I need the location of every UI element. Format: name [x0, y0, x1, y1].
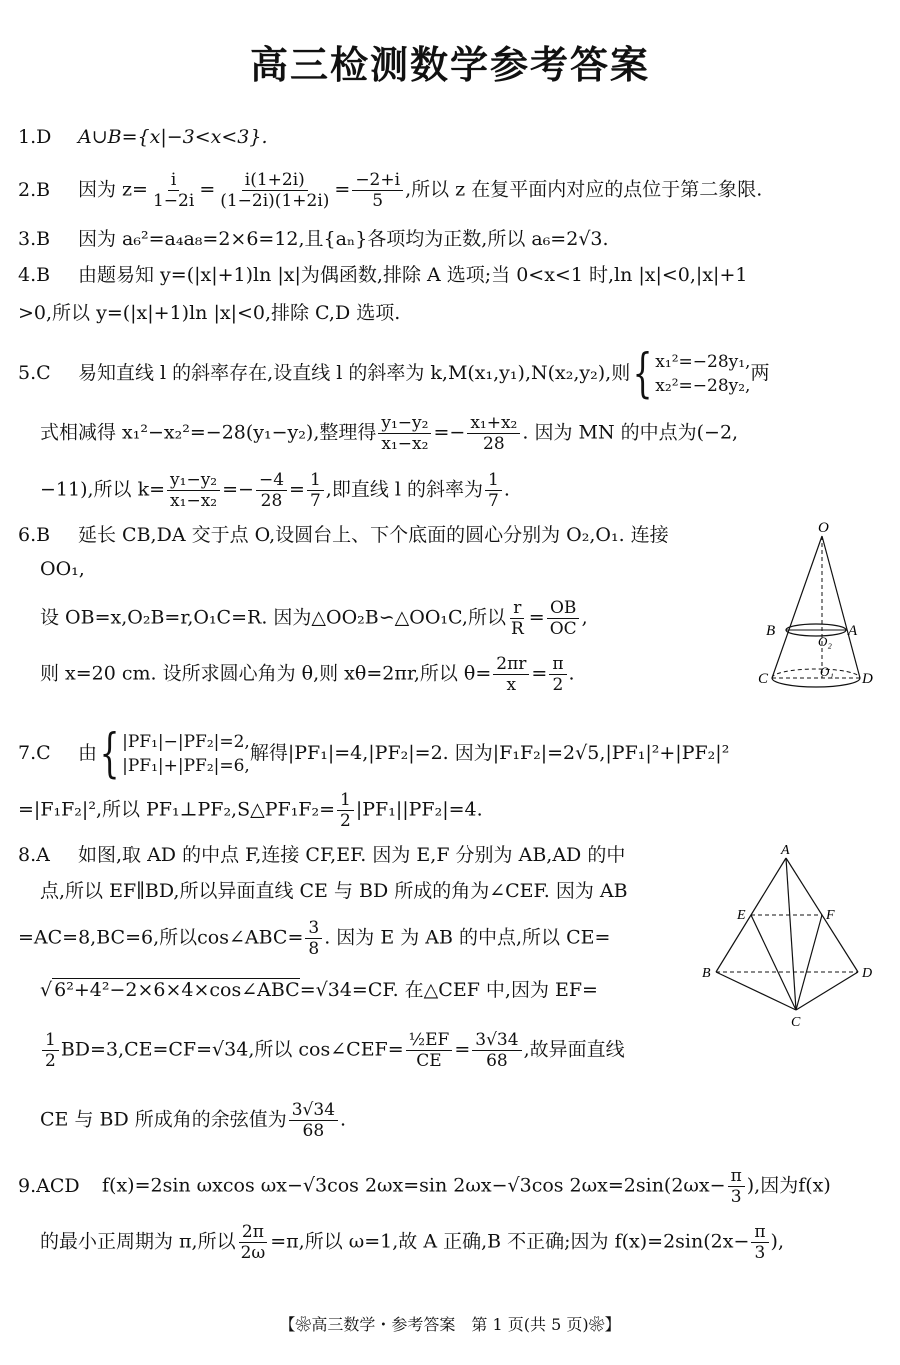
label-E: E [737, 908, 746, 923]
label-A: A [781, 843, 790, 858]
cone-frustum-figure [750, 518, 880, 694]
answer-2: 2.B 因为 z= $\frac{i}{1-2i}$ = $\frac{i(1+2i)}{(1-2i)(1+2i)}$ = $\frac{-2+i}{5}$ ,所以 z 在复平面内对应的点位于第二象限. [18, 170, 763, 211]
answer-9: 9.ACD f(x)=2sin ωxcos ωx−√3cos 2ωx=sin 2ωx−√3cos 2ωx=2sin(2ωx− $\frac{\pi}{3}$ ),因为f(x) [18, 1166, 831, 1207]
answer-6-line-4: 则 x=20 cm. 设所求圆心角为 θ,则 xθ=2πr,所以 θ= $\frac{2\pi r}{x}$ = $\frac{\pi}{2}$ . [40, 654, 575, 695]
label-C: C [758, 671, 769, 687]
answer-5-line-3: −11),所以 k= $\frac{\text{y₁−y₂}}{\text{x₁−x₂}}$ =− $\frac{-4}{28}$ = $\frac{1}{7}$ ,即直线 l 的斜率为 $\frac{1}{7}$ . [40, 470, 510, 511]
answer-5-line-2: 式相减得 x₁²−x₂²=−28(y₁−y₂),整理得 $\frac{\text{y₁−y₂}}{\text{x₁−x₂}}$ =− $\frac{\text{x₁+x₂}}{28}$ . 因为 MN 的中点为(−2, [40, 413, 739, 454]
label-O: O [818, 520, 829, 536]
label-B: B [766, 623, 776, 639]
answer-3: 3.B 因为 a₆²=a₄a₈=2×6=12,且{aₙ}各项均为正数,所以 a₆=2√3. [18, 228, 609, 250]
answer-6: 6.B 延长 CB,DA 交于点 O,设圆台上、下个底面的圆心分别为 O₂,O₁. 连接 [18, 524, 669, 546]
answer-8: 8.A 如图,取 AD 的中点 F,连接 CF,EF. 因为 E,F 分别为 AB,AD 的中 [18, 844, 626, 866]
answer-5: 5.C 易知直线 l 的斜率存在,设直线 l 的斜率为 k,M(x₁,y₁),N(x₂,y₂),则 { x₁²=−28y₁, x₂²=−28y₂, 两 [18, 344, 770, 404]
label-B: B [702, 966, 711, 981]
label-D: D [862, 966, 873, 981]
answer-4-line-2: >0,所以 y=(|x|+1)ln |x|<0,排除 C,D 选项. [18, 302, 401, 324]
tetrahedron-figure [700, 840, 880, 1030]
answer-7-line-2: =|F₁F₂|²,所以 PF₁⊥PF₂,S△PF₁F₂= $\frac{1}{2}$ |PF₁||PF₂|=4. [18, 790, 483, 831]
page-title: 高三检测数学参考答案 [249, 42, 650, 87]
label-O1: O₁ [820, 664, 834, 679]
label-A: A [848, 623, 858, 639]
answer-1: 1.D A∪B={x|−3<x<3}. [18, 126, 268, 148]
page-footer: 【❀高三数学・参考答案 第 1 页(共 5 页)❀】 [279, 1315, 621, 1334]
answer-4: 4.B 由题易知 y=(|x|+1)ln |x|为偶函数,排除 A 选项;当 0<x<1 时,ln |x|<0,|x|+1 [18, 264, 748, 286]
answer-6-line-2: OO₁, [40, 558, 85, 580]
answer-8-line-5: $\frac{1}{2}$ BD=3,CE=CF=√34,所以 cos∠CEF= $\frac{\text{½EF}}{CE}$ = $\frac{3√34}{68}$ ,故异面直线 [40, 1030, 625, 1071]
label-D: D [862, 671, 873, 687]
label-F: F [826, 908, 835, 923]
label-O2: O₂ [818, 634, 832, 649]
answer-9-line-2: 的最小正周期为 π,所以 $\frac{2\pi}{2\omega}$ =π,所以 ω=1,故 A 正确,B 不正确;因为 f(x)=2sin(2x− $\frac{\pi}{3}$ ), [40, 1222, 784, 1263]
answer-8-line-2: 点,所以 EF∥BD,所以异面直线 CE 与 BD 所成的角为∠CEF. 因为 AB [40, 880, 628, 902]
answer-8-line-3: =AC=8,BC=6,所以cos∠ABC= $\frac{3}{8}$ . 因为 E 为 AB 的中点,所以 CE= [18, 918, 611, 959]
answer-8-line-6: CE 与 BD 所成角的余弦值为 $\frac{3√34}{68}$ . [40, 1100, 347, 1141]
answer-8-line-4: √ 6²+4²−2×6×4×cos∠ABC=√34=CF. 在△CEF 中,因为 EF= [40, 979, 598, 1001]
answer-7: 7.C 由 { |PF₁|−|PF₂|=2, |PF₁|+|PF₂|=6, 解得|PF₁|=4,|PF₂|=2. 因为|F₁F₂|=2√5,|PF₁|²+|PF₂|² [18, 724, 730, 784]
label-C: C [791, 1015, 801, 1030]
answer-6-line-3: 设 OB=x,O₂B=r,O₁C=R. 因为△OO₂B∽△OO₁C,所以 $\frac{r}{R}$ = $\frac{OB}{OC}$ , [40, 598, 588, 639]
